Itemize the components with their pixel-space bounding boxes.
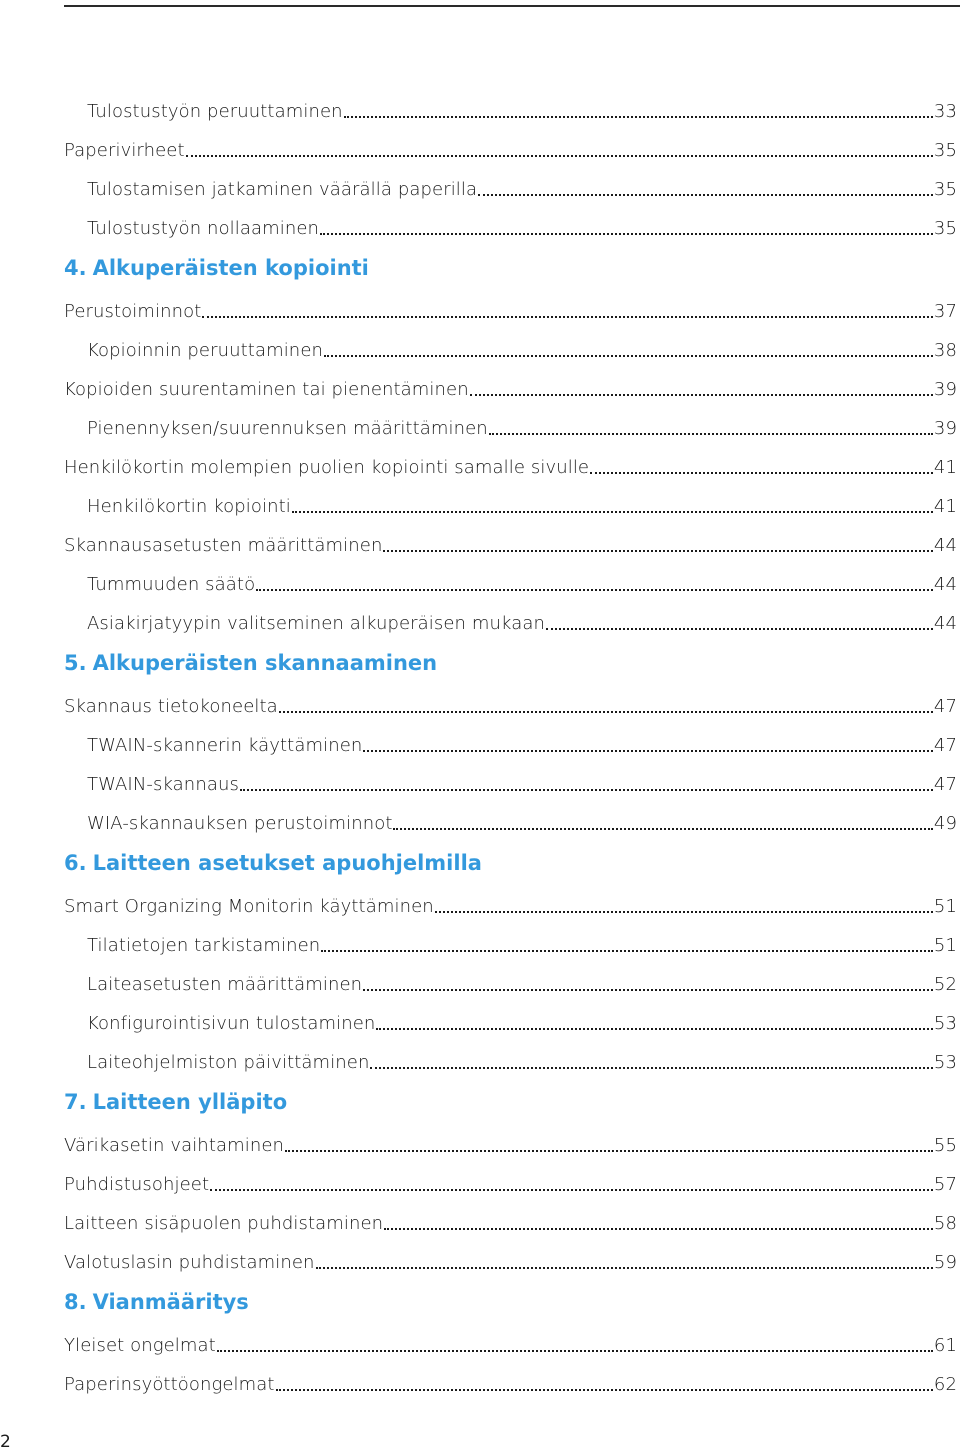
toc-subentry[interactable] xyxy=(64,965,957,1004)
dot-leader xyxy=(279,711,933,713)
dot-leader xyxy=(376,1028,932,1030)
chapter-heading[interactable] xyxy=(64,248,957,287)
dot-leader xyxy=(210,1189,933,1191)
toc-subentry[interactable] xyxy=(64,765,957,804)
dot-leader xyxy=(240,789,933,791)
toc-page-number: 41 xyxy=(933,496,957,517)
toc-page-number: 49 xyxy=(933,813,957,834)
dot-leader xyxy=(202,316,933,318)
toc-page-number: 53 xyxy=(933,1052,957,1073)
toc-entry[interactable] xyxy=(64,687,957,726)
toc-entry[interactable] xyxy=(64,1326,957,1365)
toc-entry-title: Tilatietojen tarkistaminen xyxy=(87,935,321,956)
toc-page-number: 44 xyxy=(933,613,957,634)
dot-leader xyxy=(363,989,933,991)
page-number: 2 xyxy=(0,1432,11,1452)
toc-entry-title: Tulostustyön nollaaminen xyxy=(87,218,320,239)
toc-subentry[interactable] xyxy=(64,170,957,209)
toc-page-number: 55 xyxy=(933,1135,957,1156)
toc-page-number: 59 xyxy=(933,1252,957,1273)
chapter-heading[interactable] xyxy=(64,1282,957,1321)
toc-entry-title: Skannausasetusten määrittäminen xyxy=(64,535,383,556)
dot-leader xyxy=(435,911,933,913)
dot-leader xyxy=(276,1389,933,1391)
toc-page-number: 62 xyxy=(933,1374,957,1395)
toc-page-number: 52 xyxy=(933,974,957,995)
dot-leader xyxy=(320,233,933,235)
dot-leader xyxy=(393,828,932,830)
toc-page-number: 47 xyxy=(933,696,957,717)
toc-page-number: 44 xyxy=(933,574,957,595)
toc-entry-title: Valotuslasin puhdistaminen xyxy=(64,1252,315,1273)
toc-subentry[interactable] xyxy=(64,409,957,448)
toc-entry[interactable] xyxy=(64,1126,957,1165)
toc-entry-title: Värikasetin vaihtaminen xyxy=(64,1135,285,1156)
toc-page-number: 41 xyxy=(933,457,957,478)
chapter-title: Alkuperäisten kopiointi xyxy=(92,255,369,280)
chapter-title: Alkuperäisten skannaaminen xyxy=(92,650,438,675)
chapter-title: Laitteen asetukset apuohjelmilla xyxy=(92,850,482,875)
toc-subentry[interactable] xyxy=(64,726,957,765)
toc-entry-title: TWAIN-skannaus xyxy=(87,774,239,795)
toc-subentry[interactable] xyxy=(64,331,957,370)
toc-page-number: 35 xyxy=(933,140,957,161)
toc-entry[interactable] xyxy=(64,1365,957,1404)
toc-subentry[interactable] xyxy=(64,565,957,604)
dot-leader xyxy=(316,1267,933,1269)
toc-subentry[interactable] xyxy=(64,804,957,843)
chapter-title: Laitteen ylläpito xyxy=(92,1089,288,1114)
toc-entry-title: Tulostamisen jatkaminen väärällä paperilla xyxy=(87,179,478,200)
dot-leader xyxy=(292,511,933,513)
toc-entry[interactable] xyxy=(64,1165,957,1204)
toc-subentry[interactable] xyxy=(64,1004,957,1043)
toc-page-number: 38 xyxy=(933,340,957,361)
dot-leader xyxy=(384,1228,933,1230)
dot-leader xyxy=(546,628,933,630)
toc-entry[interactable] xyxy=(64,526,957,565)
chapter-number: 4. xyxy=(64,255,87,280)
toc-entry-title: Laiteasetusten määrittäminen xyxy=(87,974,363,995)
toc-entry-title: WIA-skannauksen perustoiminnot xyxy=(87,813,393,834)
dot-leader xyxy=(256,589,933,591)
toc-entry-title: Asiakirjatyypin valitseminen alkuperäisen mukaan xyxy=(87,613,545,634)
dot-leader xyxy=(470,394,933,396)
chapter-number: 6. xyxy=(64,850,87,875)
toc-entry-title: Yleiset ongelmat xyxy=(64,1335,216,1356)
toc-page-number: 53 xyxy=(933,1013,957,1034)
toc-entry[interactable] xyxy=(64,1243,957,1282)
dot-leader xyxy=(363,750,933,752)
toc-entry-title: Laitteen sisäpuolen puhdistaminen xyxy=(64,1213,384,1234)
toc-page-number: 51 xyxy=(933,896,957,917)
toc-page-number: 47 xyxy=(933,774,957,795)
dot-leader xyxy=(383,550,932,552)
toc-entry[interactable] xyxy=(64,131,957,170)
toc-subentry[interactable] xyxy=(64,1043,957,1082)
dot-leader xyxy=(321,950,933,952)
toc-entry-title: Pienennyksen/suurennuksen määrittäminen xyxy=(87,418,488,439)
toc-page-number: 33 xyxy=(933,101,957,122)
dot-leader xyxy=(186,155,933,157)
toc-page-number: 39 xyxy=(933,418,957,439)
toc-entry-title: Kopioinnin peruuttaminen xyxy=(87,340,323,361)
top-rule xyxy=(64,5,960,7)
chapter-number: 8. xyxy=(64,1289,87,1314)
table-of-contents xyxy=(64,92,957,1404)
toc-subentry[interactable] xyxy=(64,209,957,248)
toc-entry-title: Skannaus tietokoneelta xyxy=(64,696,278,717)
toc-entry-title: Henkilökortin molempien puolien kopiointi samalle sivulle xyxy=(64,457,590,478)
toc-page-number: 57 xyxy=(933,1174,957,1195)
toc-entry-title: Paperivirheet xyxy=(64,140,185,161)
toc-page-number: 35 xyxy=(933,218,957,239)
toc-entry[interactable] xyxy=(64,887,957,926)
toc-entry-title: Laiteohjelmiston päivittäminen xyxy=(87,1052,370,1073)
toc-entry-title: TWAIN-skannerin käyttäminen xyxy=(87,735,363,756)
dot-leader xyxy=(489,433,933,435)
toc-entry-title: Paperinsyöttöongelmat xyxy=(64,1374,275,1395)
toc-page-number: 58 xyxy=(933,1213,957,1234)
dot-leader xyxy=(285,1150,933,1152)
toc-entry[interactable] xyxy=(64,292,957,331)
toc-subentry[interactable] xyxy=(64,604,957,643)
toc-entry-title: Tummuuden säätö xyxy=(87,574,256,595)
toc-subentry[interactable] xyxy=(64,487,957,526)
toc-page-number: 39 xyxy=(933,379,957,400)
toc-entry-title: Smart Organizing Monitorin käyttäminen xyxy=(64,896,434,917)
toc-entry-title: Kopioiden suurentaminen tai pienentäminen xyxy=(64,379,469,400)
toc-entry-title: Tulostustyön peruuttaminen xyxy=(87,101,343,122)
chapter-number: 7. xyxy=(64,1089,87,1114)
chapter-heading[interactable] xyxy=(64,643,957,682)
toc-entry-title: Puhdistusohjeet xyxy=(64,1174,210,1195)
dot-leader xyxy=(370,1067,932,1069)
toc-page-number: 37 xyxy=(933,301,957,322)
toc-page-number: 61 xyxy=(933,1335,957,1356)
toc-page-number: 35 xyxy=(933,179,957,200)
toc-page-number: 51 xyxy=(933,935,957,956)
dot-leader xyxy=(478,194,933,196)
dot-leader xyxy=(217,1350,933,1352)
toc-subentry[interactable] xyxy=(64,92,957,131)
toc-page-number: 44 xyxy=(933,535,957,556)
dot-leader xyxy=(324,355,933,357)
toc-entry-title: Perustoiminnot xyxy=(64,301,202,322)
toc-entry-title: Konfigurointisivun tulostaminen xyxy=(87,1013,376,1034)
toc-subentry[interactable] xyxy=(64,926,957,965)
chapter-heading[interactable] xyxy=(64,843,957,882)
chapter-number: 5. xyxy=(64,650,87,675)
chapter-title: Vianmääritys xyxy=(92,1289,249,1314)
toc-entry[interactable] xyxy=(64,370,957,409)
chapter-heading[interactable] xyxy=(64,1082,957,1121)
toc-entry[interactable] xyxy=(64,448,957,487)
toc-entry-title: Henkilökortin kopiointi xyxy=(87,496,291,517)
dot-leader xyxy=(344,116,933,118)
dot-leader xyxy=(590,472,933,474)
toc-entry[interactable] xyxy=(64,1204,957,1243)
toc-page-number: 47 xyxy=(933,735,957,756)
